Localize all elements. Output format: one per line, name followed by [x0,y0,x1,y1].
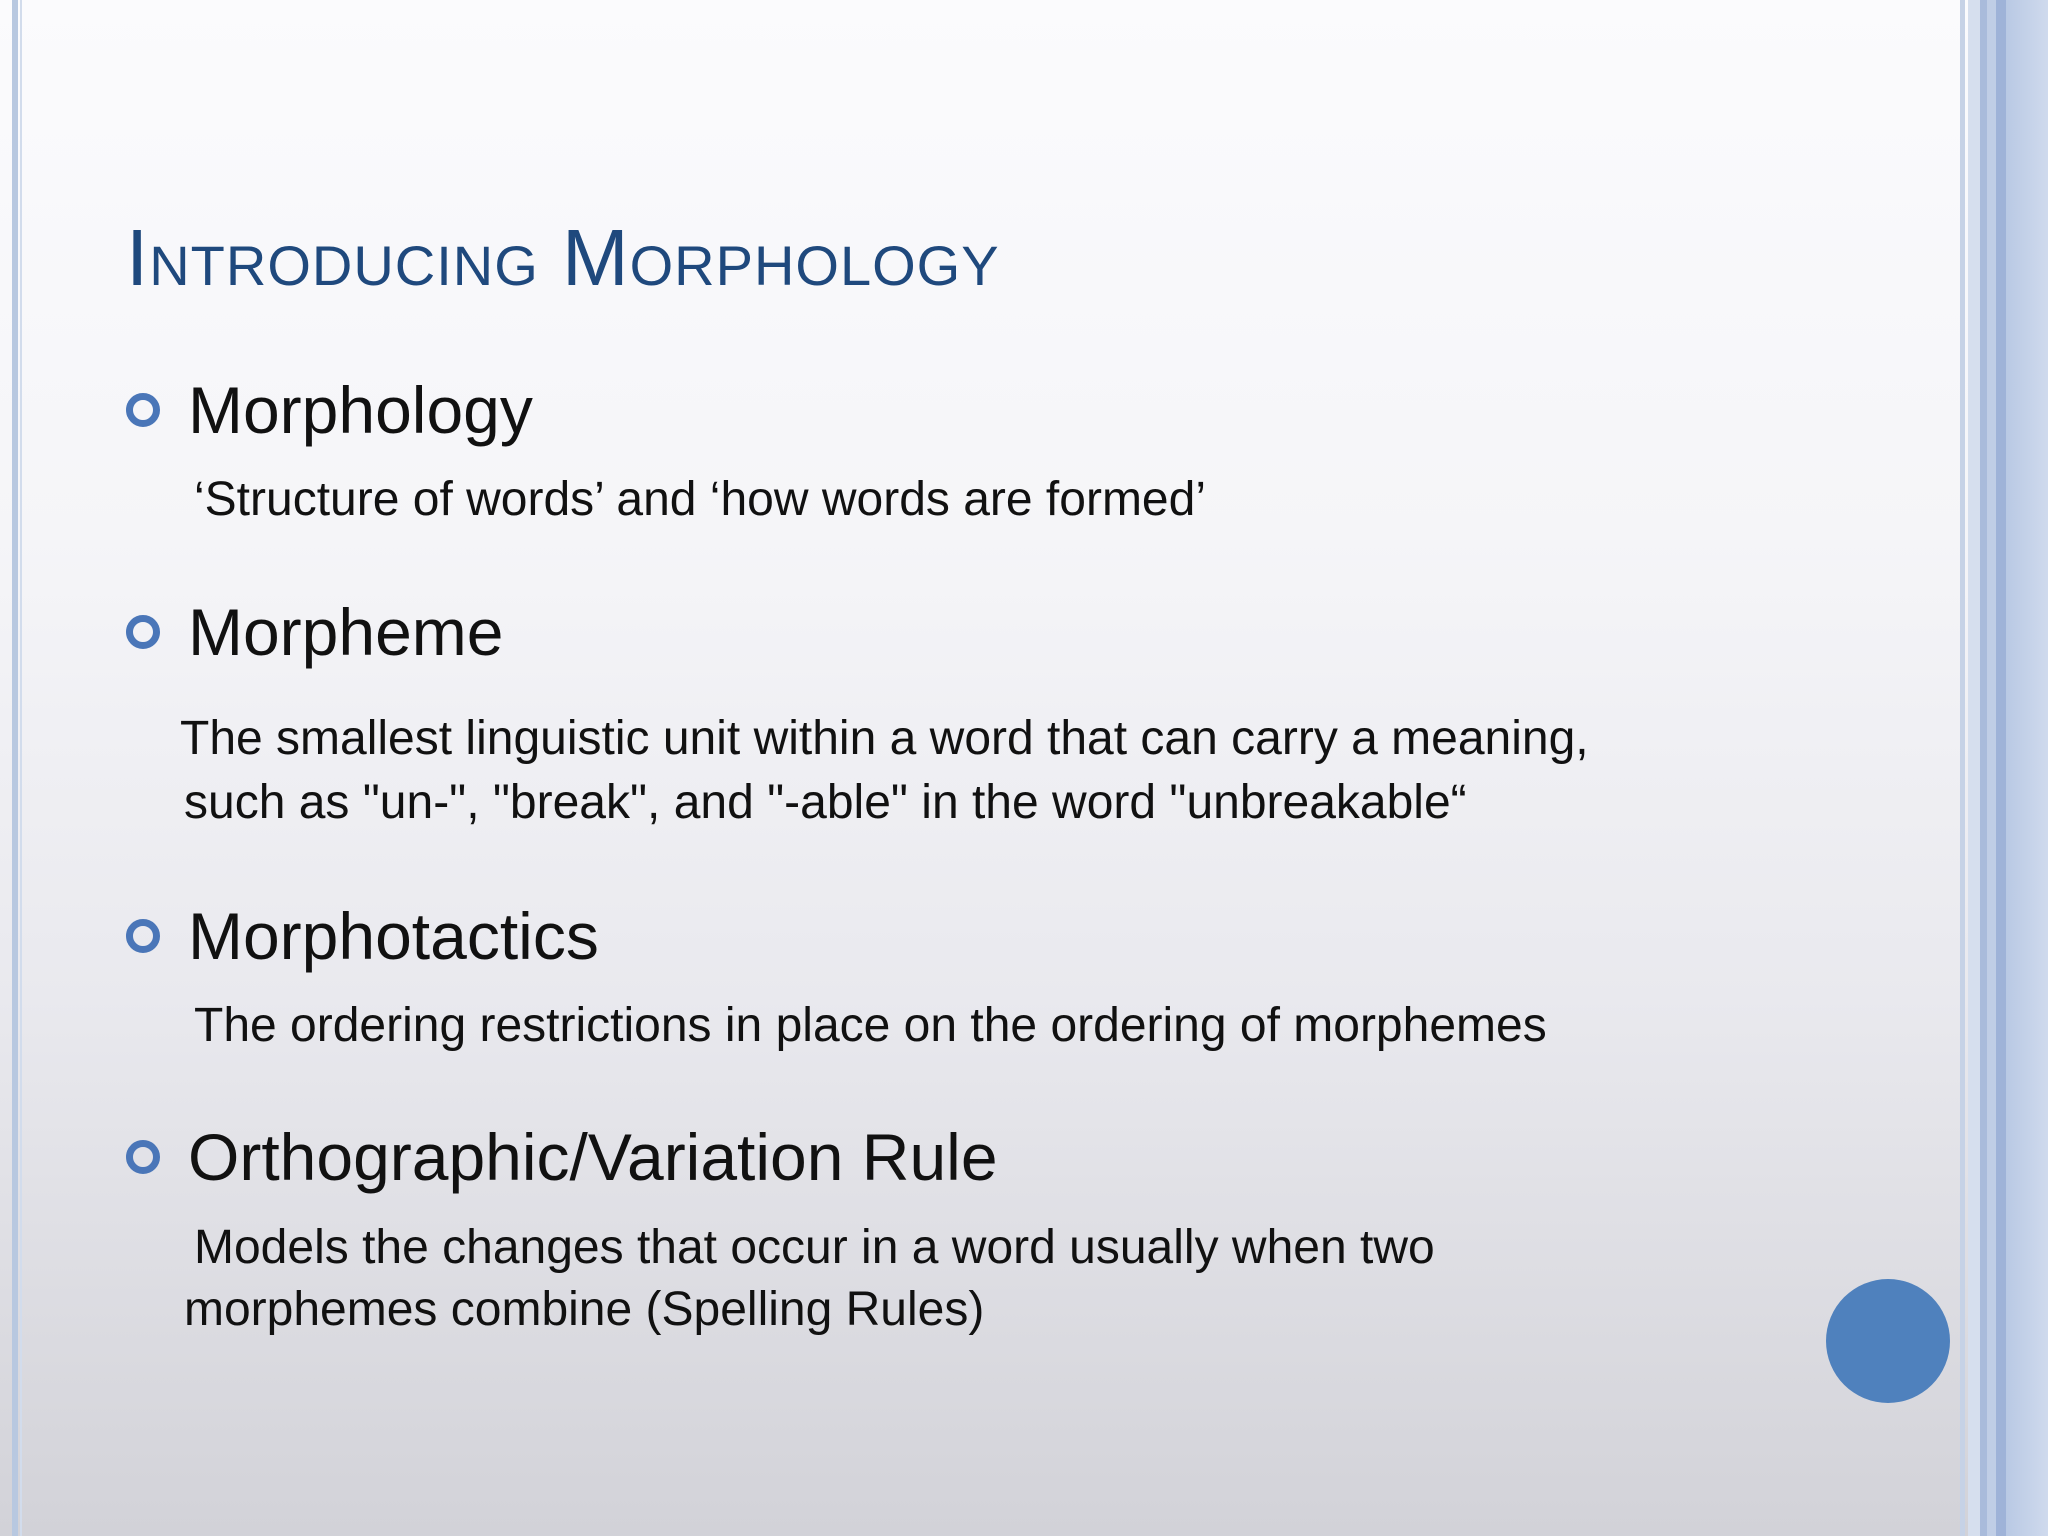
decorative-circle [1826,1279,1950,1403]
left-border-bar [12,0,18,1536]
bullet-description: ‘Structure of words’ and ‘how words are formed’ [194,473,1206,526]
bullet-description-line: Models the changes that occur in a word usually when two [194,1221,1435,1274]
bullet-item-morphotactics [126,898,599,974]
left-border-line [20,0,22,1536]
bullet-item-morphology [126,372,533,448]
bullet-description-line: such as "un-", "break", and "-able" in the word "unbreakable“ [184,776,1467,829]
ring-bullet-icon [126,1140,160,1174]
slide-title: Introducing Morphology [126,213,1000,302]
bullet-heading: Morphotactics [188,899,599,973]
ring-bullet-icon [126,615,160,649]
right-border-stripe [2006,0,2048,1536]
bullet-description-line: The smallest linguistic unit within a word that can carry a meaning, [180,712,1589,765]
bullet-heading: Orthographic/Variation Rule [188,1120,998,1194]
bullet-heading: Morpheme [188,595,504,669]
right-border-stripe [1960,0,1965,1536]
right-border-stripe [1968,0,1980,1536]
bullet-item-orthographic-rule [126,1119,998,1195]
bullet-item-morpheme [126,594,503,670]
ring-bullet-icon [126,919,160,953]
ring-bullet-icon [126,393,160,427]
bullet-description-line: morphemes combine (Spelling Rules) [184,1283,985,1336]
right-border-stripe [1996,0,2006,1536]
bullet-description: The ordering restrictions in place on the ordering of morphemes [194,999,1547,1052]
bullet-heading: Morphology [188,373,533,447]
right-border-stripe [1980,0,1987,1536]
right-border-stripe [1987,0,1996,1536]
